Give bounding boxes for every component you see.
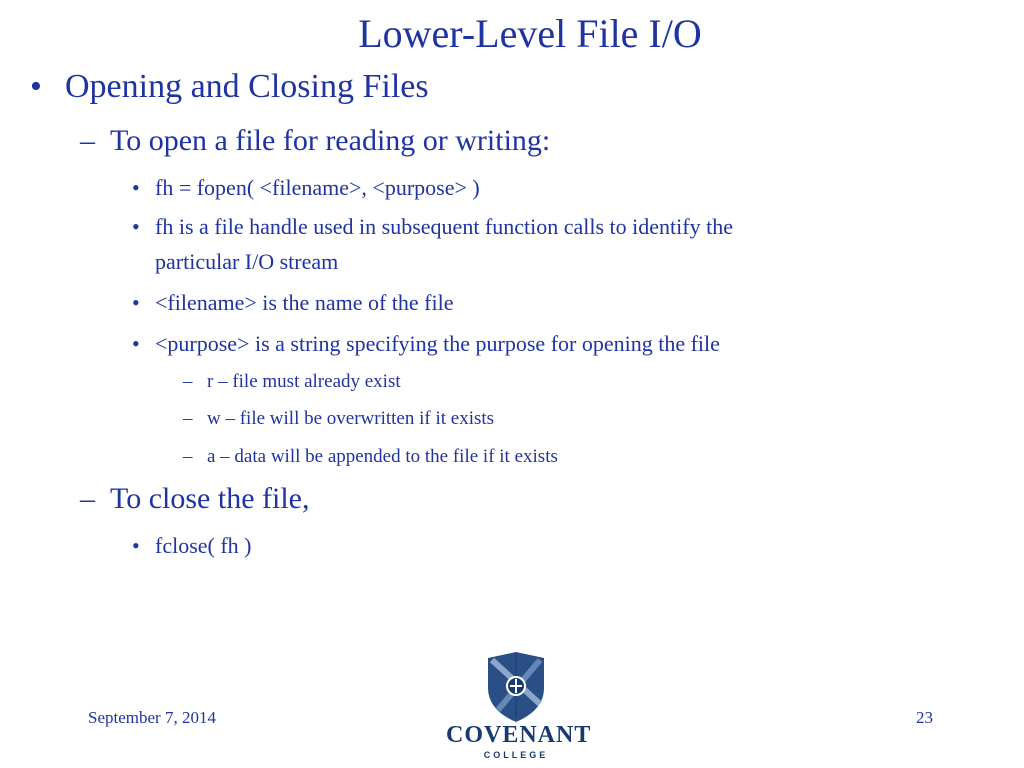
bullet-marker: •: [30, 68, 42, 105]
dash-marker: –: [183, 371, 193, 392]
logo-wordmark: COVENANT: [446, 722, 592, 748]
bullet-marker: •: [132, 175, 140, 200]
mode-a: a – data will be appended to the file if it exists: [207, 446, 558, 467]
item-fclose: fclose( fh ): [155, 533, 252, 558]
dash-marker: –: [183, 408, 193, 429]
item-fh-handle: fh is a file handle used in subsequent function calls to identify the: [155, 214, 733, 239]
college-logo: [446, 652, 592, 764]
bullet-marker: •: [132, 290, 140, 315]
bullet-marker: •: [132, 214, 140, 239]
item-fh-handle-cont: particular I/O stream: [155, 249, 339, 274]
item-purpose: <purpose> is a string specifying the purpose for opening the file: [155, 331, 720, 356]
bullet-marker: •: [132, 533, 140, 558]
item-filename: <filename> is the name of the file: [155, 290, 454, 315]
slide-title: Lower-Level File I/O: [358, 11, 702, 56]
dash-marker: –: [80, 124, 95, 157]
bullet-marker: •: [132, 331, 140, 356]
mode-w: w – file will be overwritten if it exists: [207, 408, 495, 429]
shield-icon: [446, 652, 586, 722]
sub-bullet-close: To close the file,: [110, 482, 310, 515]
item-fopen: fh = fopen( <filename>, <purpose> ): [155, 175, 480, 200]
sub-bullet-open: To open a file for reading or writing:: [110, 124, 551, 157]
dash-marker: –: [80, 482, 95, 515]
footer-date: September 7, 2014: [88, 708, 216, 727]
slide-number: 23: [916, 708, 933, 727]
mode-r: r – file must already exist: [207, 371, 401, 392]
logo-subtitle: COLLEGE: [483, 750, 549, 760]
bullet-opening-closing: Opening and Closing Files: [65, 68, 429, 105]
dash-marker: –: [183, 446, 193, 467]
